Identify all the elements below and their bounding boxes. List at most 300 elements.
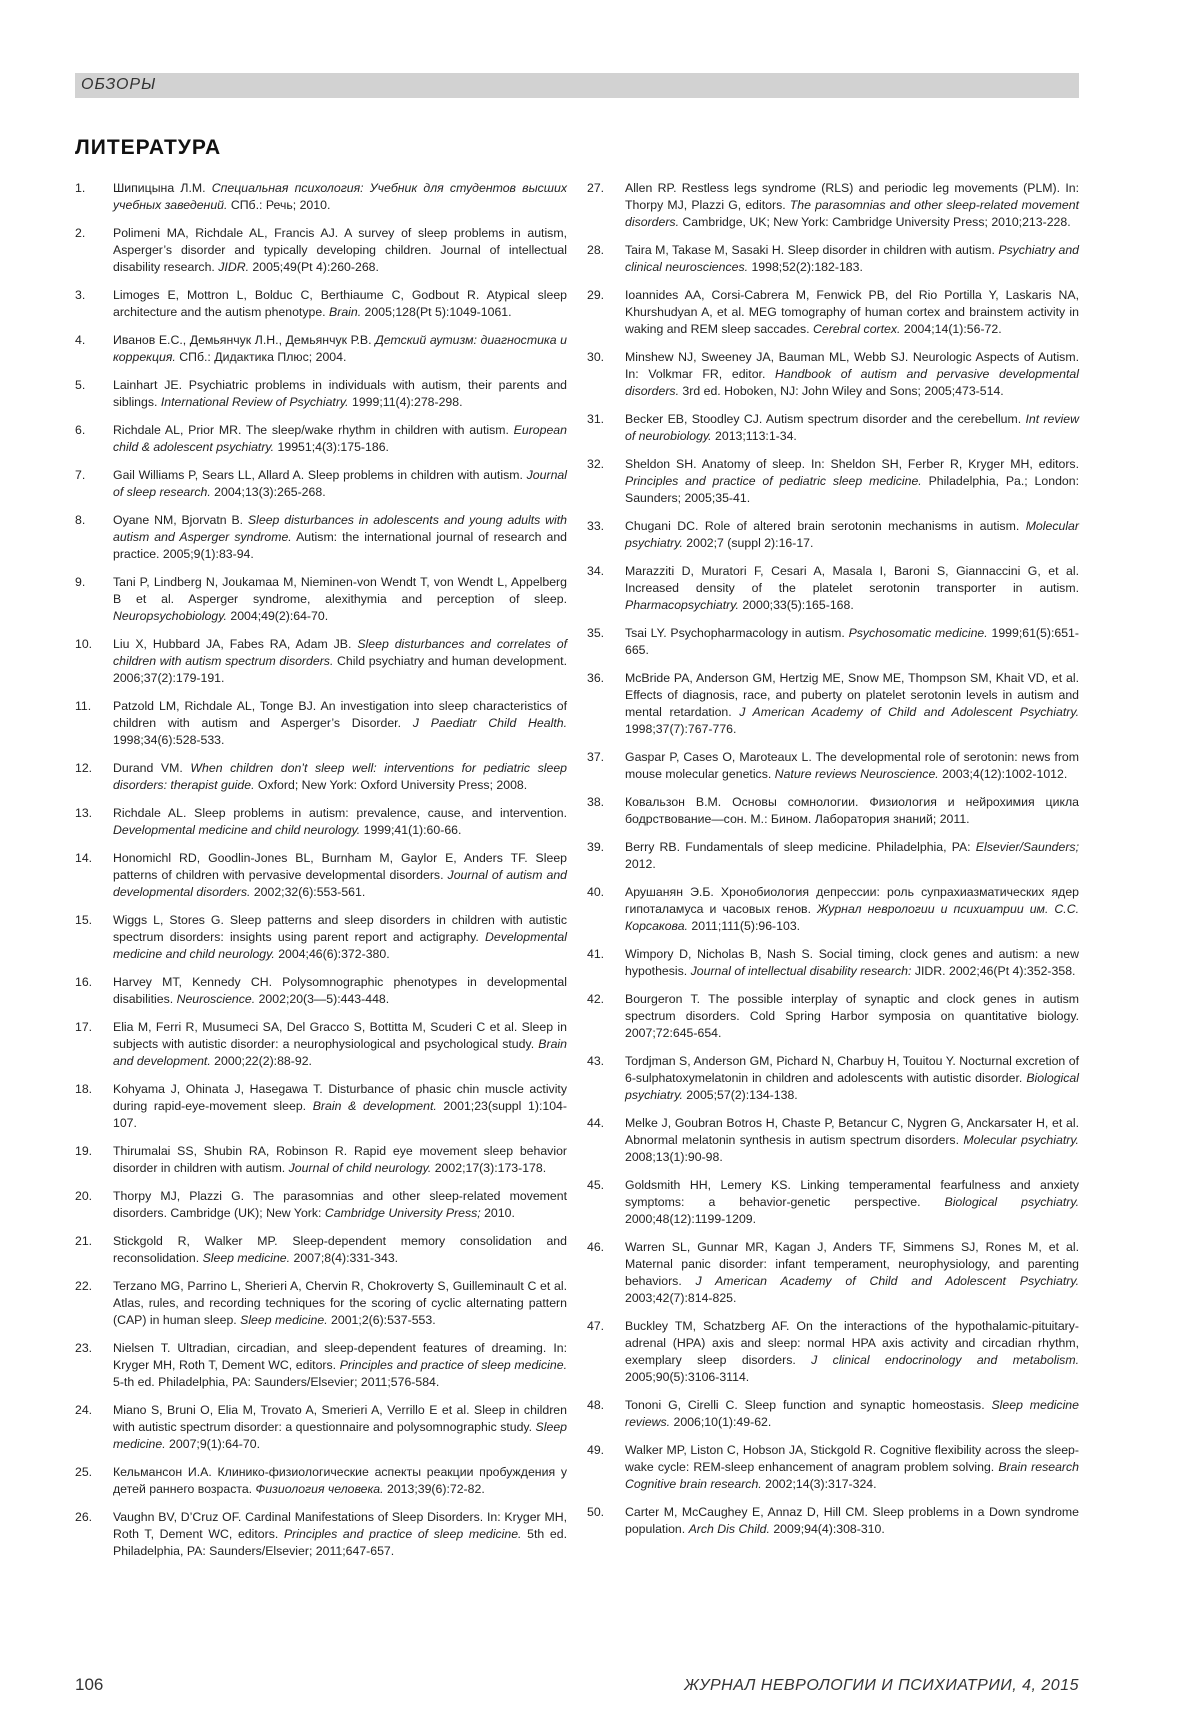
reference-number: 50. [587, 1505, 605, 1519]
reference-fragment: Autism: the international journal of research and practice. 2005;9(1):83-94. [113, 530, 567, 561]
journal-name: ЖУРНАЛ НЕВРОЛОГИИ И ПСИХИАТРИИ, 4, 2015 [684, 1677, 1079, 1694]
reference-number: 12. [75, 761, 93, 775]
reference-text [625, 411, 1079, 445]
reference-item [587, 794, 1079, 828]
reference-source: Brain research Cognitive brain research. [625, 1460, 1080, 1491]
reference-text [113, 1278, 567, 1329]
reference-source: European child & adolescent psychiatry. [113, 423, 567, 454]
reference-item [75, 912, 567, 963]
reference-number: 27. [587, 181, 605, 195]
reference-fragment: Tordjman S, Anderson GM, Pichard N, Charbuy H, Touitou Y. Nocturnal excretion of 6-sulphatoxymelatonin in children and adolescents with autistic disorder. [625, 1054, 1079, 1085]
reference-number: 19. [75, 1144, 93, 1158]
reference-source: Neuroscience. [176, 992, 256, 1006]
reference-text [625, 670, 1079, 738]
reference-item [75, 1143, 567, 1177]
page-number: 106 [75, 1675, 104, 1694]
reference-text [625, 242, 1079, 276]
reference-fragment: 2004;13(3):265-268. [210, 485, 326, 499]
reference-number: 49. [587, 1443, 605, 1457]
reference-text [113, 512, 567, 563]
reference-fragment: 2005;57(2):134-138. [682, 1088, 798, 1102]
reference-fragment: Child psychiatry and human development. 2006;37(2):179-191. [113, 654, 568, 685]
reference-number: 1. [75, 181, 86, 195]
reference-fragment: 2004;46(6):372-380. [274, 947, 390, 961]
reference-fragment: Stickgold R, Walker MP. Sleep-dependent memory consolidation and reconsolidation. [113, 1234, 567, 1265]
reference-fragment: 2003;4(12):1002-1012. [938, 767, 1068, 781]
reference-source: Cambridge University Press; [324, 1206, 481, 1220]
reference-number: 2. [75, 226, 86, 240]
reference-fragment: 2013;39(6):72-82. [383, 1482, 485, 1496]
reference-item [587, 563, 1079, 614]
reference-fragment: Ioannides AA, Corsi-Cabrera M, Fenwick PB, del Rio Portilla Y, Laskaris NA, Khurshudyan A, et al. MEG tomography of human cortex and brainstem activity in waking and REM sleep saccades. [625, 288, 1079, 336]
reference-fragment: 2000;33(5):165-168. [738, 598, 854, 612]
reference-source: Psychosomatic medicine. [848, 626, 988, 640]
reference-fragment: 2001;23(suppl 1):104-107. [113, 1099, 567, 1130]
reference-fragment: 2000;48(12):1199-1209. [625, 1212, 757, 1226]
reference-source: Principles and practice of sleep medicine. [283, 1527, 522, 1541]
reference-text [113, 1402, 567, 1453]
reference-source: Molecular psychiatry. [625, 519, 1079, 550]
reference-source: Principles and practice of pediatric sleep medicine. [625, 474, 922, 488]
reference-fragment: Oyane NM, Bjorvatn B. [113, 513, 248, 527]
reference-item [75, 467, 567, 501]
reference-fragment: 5th ed. Philadelphia, PA: Saunders/Elsevier; 2011;647-657. [113, 1527, 567, 1558]
reference-fragment: Thirumalai SS, Shubin RA, Robinson R. Rapid eye movement sleep behavior disorder in children with autism. [113, 1144, 567, 1175]
reference-item [75, 422, 567, 456]
reference-item [587, 991, 1079, 1042]
reference-item [75, 974, 567, 1008]
reference-item [587, 456, 1079, 507]
reference-source: Brain & development. [312, 1099, 437, 1113]
reference-fragment: Elia M, Ferri R, Musumeci SA, Del Gracco S, Bottitta M, Scuderi C et al. Sleep in subjects with autistic disorder: a neurophysiological and psychological study. [113, 1020, 567, 1051]
reference-source: Journal of sleep research. [113, 468, 567, 499]
reference-text [113, 574, 567, 625]
reference-fragment: Tsai LY. Psychopharmacology in autism. [625, 626, 849, 640]
reference-source: Journal of autism and developmental disorders. [113, 868, 568, 899]
reference-fragment: Wimpory D, Nicholas B, Nash S. Social timing, clock genes and autism: a new hypothesis. [625, 947, 1079, 978]
reference-fragment: JIDR. 2002;46(Pt 4):352-358. [911, 964, 1076, 978]
reference-source: Handbook of autism and pervasive developmental disorders. [625, 367, 1079, 398]
reference-number: 46. [587, 1240, 605, 1254]
reference-fragment: Philadelphia, Pa.; London: Saunders; 2005;35-41. [625, 474, 1079, 505]
reference-item [587, 1504, 1079, 1538]
reference-fragment: Tononi G, Cirelli C. Sleep function and synaptic homeostasis. [625, 1398, 992, 1412]
reference-item [587, 1239, 1079, 1307]
reference-fragment: Кельмансон И.А. Клинико-физиологические аспекты реакции пробуждения у детей раннего возраста. [113, 1465, 567, 1496]
reference-number: 45. [587, 1178, 605, 1192]
reference-text [113, 974, 567, 1008]
reference-text [625, 1239, 1079, 1307]
reference-fragment: Carter M, McCaughey E, Annaz D, Hill CM. Sleep problems in a Down syndrome population. [625, 1505, 1079, 1536]
reference-number: 39. [587, 840, 605, 854]
reference-fragment: 1999;61(5):651-665. [625, 626, 1079, 657]
reference-number: 8. [75, 513, 86, 527]
reference-fragment: Иванов Е.С., Демьянчук Л.Н., Демьянчук Р.В. [113, 333, 376, 347]
reference-item [587, 180, 1079, 231]
reference-source: Sleep medicine. [240, 1313, 328, 1327]
reference-text [625, 884, 1079, 935]
section-label: ОБЗОРЫ [81, 76, 157, 93]
reference-number: 18. [75, 1082, 93, 1096]
reference-number: 41. [587, 947, 605, 961]
reference-fragment: Allen RP. Restless legs syndrome (RLS) and periodic leg movements (PLM). In: Thorpy MJ, Plazzi G, editors. [625, 181, 1079, 212]
reference-fragment: 2010. [480, 1206, 515, 1220]
reference-source: J American Academy of Child and Adolescent Psychiatry. [739, 705, 1080, 719]
reference-text [113, 1081, 567, 1132]
reference-fragment: McBride PA, Anderson GM, Hertzig ME, Snow ME, Thompson SM, Khait VD, et al. Effects of diagnosis, race, and puberty on platelet serotonin levels in autism and mental retardation. [625, 671, 1079, 719]
reference-fragment: 1998;52(2):182-183. [748, 260, 863, 274]
reference-text [625, 456, 1079, 507]
reference-fragment: Ковальзон В.М. Основы сомнологии. Физиология и нейрохимия цикла бодрствование—сон. М.: Бином. Лаборатория знаний; 2011. [625, 795, 1079, 826]
reference-source: Sleep medicine reviews. [625, 1398, 1079, 1429]
reference-fragment: Gail Williams P, Sears LL, Allard A. Sleep problems in children with autism. [113, 468, 527, 482]
reference-fragment: 2002;14(3):317-324. [761, 1477, 877, 1491]
reference-fragment: Melke J, Goubran Botros H, Chaste P, Betancur C, Nygren G, Anckarsater H, et al. Abnormal melatonin synthesis in autism spectrum disorders. [625, 1116, 1079, 1147]
reference-item [75, 1278, 567, 1329]
section-header-band [75, 73, 1079, 98]
reference-source: JIDR. [218, 260, 250, 274]
reference-source: When children don’t sleep well: interventions for pediatric sleep disorders: therapist guide. [113, 761, 567, 792]
reference-source: Arch Dis Child. [688, 1522, 770, 1536]
reference-source: International Review of Psychiatry. [160, 395, 349, 409]
reference-fragment: СПб.: Речь; 2010. [227, 198, 331, 212]
reference-item [587, 411, 1079, 445]
reference-text [625, 625, 1079, 659]
reference-fragment: Patzold LM, Richdale AL, Tonge BJ. An investigation into sleep characteristics of children with autism and Asperger’s Disorder. [113, 699, 567, 730]
reference-source: The parasomnias and other sleep-related movement disorders. [625, 198, 1079, 229]
reference-number: 40. [587, 885, 605, 899]
reference-item [587, 749, 1079, 783]
reference-number: 32. [587, 457, 605, 471]
reference-fragment: Becker EB, Stoodley CJ. Autism spectrum disorder and the cerebellum. [625, 412, 1026, 426]
reference-source: Sleep disturbances in adolescents and young adults with autism and Asperger syndrome. [113, 513, 567, 544]
reference-number: 14. [75, 851, 93, 865]
reference-fragment: 2012. [625, 857, 656, 871]
reference-text [113, 760, 567, 794]
reference-source: J clinical endocrinology and metabolism. [811, 1353, 1079, 1367]
reference-source: Специальная психология: Учебник для студентов высших учебных заведений. [113, 181, 567, 212]
references-column-right [587, 180, 1079, 1549]
reference-number: 13. [75, 806, 93, 820]
reference-fragment: Thorpy MJ, Plazzi G. The parasomnias and other sleep-related movement disorders. Cambridge (UK); New York: [113, 1189, 567, 1220]
reference-source: Developmental medicine and child neurology. [113, 823, 361, 837]
reference-number: 43. [587, 1054, 605, 1068]
reference-fragment: 2005;90(5):3106-3114. [625, 1370, 750, 1384]
reference-fragment: Honomichl RD, Goodlin-Jones BL, Burnham M, Gaylor E, Anders TF. Sleep patterns of children with pervasive developmental disorders. [113, 851, 567, 882]
reference-number: 9. [75, 575, 86, 589]
reference-fragment: 2006;10(1):49-62. [670, 1415, 772, 1429]
reference-text [625, 1318, 1079, 1386]
reference-number: 30. [587, 350, 605, 364]
reference-fragment: 1998;34(6):528-533. [113, 733, 225, 747]
reference-fragment: Gaspar P, Cases O, Maroteaux L. The developmental role of serotonin: news from mouse molecular genetics. [625, 750, 1079, 781]
reference-fragment: Limoges E, Mottron L, Bolduc C, Berthiaume C, Godbout R. Atypical sleep architecture and the autism phenotype. [113, 288, 567, 319]
reference-fragment: Richdale AL. Sleep problems in autism: prevalence, cause, and intervention. [113, 806, 567, 820]
reference-item [75, 760, 567, 794]
reference-number: 28. [587, 243, 605, 257]
reference-item [75, 636, 567, 687]
reference-fragment: Liu X, Hubbard JA, Fabes RA, Adam JB. [113, 637, 358, 651]
reference-fragment: Kohyama J, Ohinata J, Hasegawa T. Disturbance of phasic chin muscle activity during rapid-eye-movement sleep. [113, 1082, 567, 1113]
reference-item [75, 377, 567, 411]
reference-fragment: 5-th ed. Philadelphia, PA: Saunders/Elsevier; 2011;576-584. [113, 1375, 440, 1389]
reference-fragment: 2001;2(6):537-553. [327, 1313, 436, 1327]
reference-fragment: Miano S, Bruni O, Elia M, Trovato A, Smerieri A, Verrillo E et al. Sleep in children with autistic spectrum disorder: a questionnaire and polysomnographic study. [113, 1403, 567, 1434]
reference-fragment: Tani P, Lindberg N, Joukamaa M, Nieminen-von Wendt T, von Wendt L, Appelberg B et al. Asperger syndrome, alexithymia and perception of sleep. [113, 575, 567, 606]
reference-number: 35. [587, 626, 605, 640]
reference-text [625, 1504, 1079, 1538]
reference-source: Brain. [329, 305, 362, 319]
reference-item [75, 512, 567, 563]
reference-item [587, 242, 1079, 276]
reference-item [75, 805, 567, 839]
reference-item [75, 1509, 567, 1560]
reference-number: 26. [75, 1510, 93, 1524]
reference-text [113, 1464, 567, 1498]
reference-text [625, 1397, 1079, 1431]
reference-text [625, 991, 1079, 1042]
reference-number: 48. [587, 1398, 605, 1412]
reference-item [75, 332, 567, 366]
reference-text [625, 180, 1079, 231]
reference-text [625, 749, 1079, 783]
reference-fragment: 2002;20(3—5):443-448. [255, 992, 390, 1006]
reference-item [587, 349, 1079, 400]
reference-source: Журнал неврологии и психиатрии им. С.С. Корсакова. [625, 902, 1079, 933]
reference-fragment: Oxford; New York: Oxford University Press; 2008. [254, 778, 528, 792]
reference-number: 5. [75, 378, 86, 392]
reference-text [625, 1115, 1079, 1166]
reference-fragment: Vaughn BV, D’Cruz OF. Cardinal Manifestations of Sleep Disorders. In: Kryger MH, Roth T, Dement WC, editors. [113, 1510, 567, 1541]
reference-item [587, 1318, 1079, 1386]
reference-text [625, 794, 1079, 828]
reference-item [587, 1053, 1079, 1104]
reference-item [75, 1340, 567, 1391]
reference-item [587, 518, 1079, 552]
reference-text [113, 422, 567, 456]
reference-item [75, 1188, 567, 1222]
reference-source: Biological psychiatry. [944, 1195, 1079, 1209]
reference-item [587, 884, 1079, 935]
reference-item [75, 287, 567, 321]
reference-text [113, 332, 567, 366]
reference-number: 24. [75, 1403, 93, 1417]
reference-text [625, 563, 1079, 614]
reference-source: Pharmacopsychiatry. [625, 598, 739, 612]
reference-fragment: 2005;49(Pt 4):260-268. [249, 260, 379, 274]
reference-number: 20. [75, 1189, 93, 1203]
reference-fragment: Lainhart JE. Psychiatric problems in individuals with autism, their parents and siblings. [113, 378, 567, 409]
reference-fragment: 2002;32(6):553-561. [250, 885, 366, 899]
reference-item [75, 180, 567, 214]
reference-text [625, 1053, 1079, 1104]
reference-text [113, 225, 567, 276]
reference-source: Neuropsychobiology. [113, 609, 227, 623]
reference-number: 11. [75, 699, 92, 713]
reference-number: 21. [75, 1234, 93, 1248]
reference-number: 17. [75, 1020, 93, 1034]
reference-fragment: СПб.: Дидактика Плюс; 2004. [175, 350, 347, 364]
reference-number: 23. [75, 1341, 93, 1355]
references-title: ЛИТЕРАТУРА [75, 136, 222, 159]
reference-fragment: Terzano MG, Parrino L, Sherieri A, Chervin R, Chokroverty S, Guilleminault C et al. Atlas, rules, and recording techniques for the scoring of cyclic alternating pattern (CAP) in human sleep. [113, 1279, 567, 1327]
reference-fragment: 2013;113:1-34. [711, 429, 797, 443]
reference-number: 29. [587, 288, 605, 302]
reference-number: 34. [587, 564, 605, 578]
reference-item [75, 1402, 567, 1453]
reference-text [625, 946, 1079, 980]
reference-fragment: Nielsen T. Ultradian, circadian, and sleep-dependent features of dreaming. In: Kryger MH, Roth T, Dement WC, editors. [113, 1341, 567, 1372]
reference-fragment: Walker MP, Liston C, Hobson JA, Stickgold R. Cognitive flexibility across the sleep-wake cycle: REM-sleep enhancement of anagram problem solving. [625, 1443, 1079, 1474]
reference-text [113, 287, 567, 321]
reference-fragment: Wiggs L, Stores G. Sleep patterns and sleep disorders in children with autistic spectrum disorders: insights using parent report and actigraphy. [113, 913, 567, 944]
reference-fragment: Warren SL, Gunnar MR, Kagan J, Anders TF, Simmens SJ, Rones M, et al. Maternal panic disorder: infant temperament, neurophysiology, and parenting behaviors. [625, 1240, 1079, 1288]
reference-item [587, 287, 1079, 338]
reference-item [75, 1019, 567, 1070]
reference-fragment: Marazziti D, Muratori F, Cesari A, Masala I, Baroni S, Giannaccini G, et al. Increased density of the platelet serotonin transporter in autism. [625, 564, 1079, 595]
reference-text [625, 1177, 1079, 1228]
reference-text [113, 377, 567, 411]
reference-number: 42. [587, 992, 605, 1006]
reference-text [113, 850, 567, 901]
reference-source: Journal of child neurology. [288, 1161, 432, 1175]
reference-text [625, 839, 1079, 873]
reference-fragment: 2004;14(1):56-72. [900, 322, 1002, 336]
reference-source: Journal of intellectual disability research: [690, 964, 912, 978]
reference-fragment: Richdale AL, Prior MR. The sleep/wake rhythm in children with autism. [113, 423, 514, 437]
reference-source: Детский аутизм: диагностика и коррекция. [113, 333, 567, 364]
reference-fragment: 2009;94(4):308-310. [769, 1522, 885, 1536]
reference-number: 3. [75, 288, 86, 302]
reference-item [587, 1397, 1079, 1431]
reference-source: Физиология человека. [255, 1482, 384, 1496]
reference-text [625, 287, 1079, 338]
reference-source: Principles and practice of sleep medicine. [339, 1358, 567, 1372]
reference-fragment: Cambridge, UK; New York: Cambridge University Press; 2010;213-228. [679, 215, 1071, 229]
reference-source: Sleep medicine. [113, 1420, 567, 1451]
reference-source: Developmental medicine and child neurology. [113, 930, 567, 961]
reference-fragment: 2003;42(7):814-825. [625, 1291, 737, 1305]
reference-text [113, 1340, 567, 1391]
reference-number: 33. [587, 519, 605, 533]
reference-number: 25. [75, 1465, 93, 1479]
reference-text [113, 1188, 567, 1222]
reference-fragment: 1998;37(7):767-776. [625, 722, 737, 736]
reference-fragment: 19951;4(3):175-186. [274, 440, 389, 454]
reference-item [587, 946, 1079, 980]
reference-fragment: Шипицына Л.М. [113, 181, 212, 195]
reference-text [113, 698, 567, 749]
reference-fragment: 2004;49(2):64-70. [226, 609, 329, 623]
reference-fragment: Buckley TM, Schatzberg AF. On the interactions of the hypothalamic-pituitary-adrenal (HPA) axis and sleep: normal HPA axis activity and circadian rhythm, exemplary sleep disorders. [625, 1319, 1079, 1367]
reference-number: 16. [75, 975, 93, 989]
reference-fragment: Chugani DC. Role of altered brain serotonin mechanisms in autism. [625, 519, 1026, 533]
reference-fragment: Harvey MT, Kennedy CH. Polysomnographic phenotypes in developmental disabilities. [113, 975, 567, 1006]
reference-number: 15. [75, 913, 93, 927]
reference-text [113, 1509, 567, 1560]
reference-text [625, 518, 1079, 552]
reference-source: Molecular psychiatry. [963, 1133, 1079, 1147]
reference-fragment: 2007;9(1):64-70. [165, 1437, 260, 1451]
reference-number: 47. [587, 1319, 605, 1333]
reference-source: Psychiatry and clinical neurosciences. [625, 243, 1079, 274]
reference-item [587, 839, 1079, 873]
reference-item [587, 670, 1079, 738]
reference-text [113, 636, 567, 687]
reference-item [75, 225, 567, 276]
reference-fragment: 1999;11(4):278-298. [348, 395, 463, 409]
reference-number: 22. [75, 1279, 93, 1293]
reference-fragment: Bourgeron T. The possible interplay of synaptic and clock genes in autism spectrum disorders. Cold Spring Harbor symposia on quantitative biology. 2007;72:645-654. [625, 992, 1079, 1040]
reference-fragment: Berry RB. Fundamentals of sleep medicine. Philadelphia, PA: [625, 840, 976, 854]
reference-number: 37. [587, 750, 605, 764]
reference-fragment: 3rd ed. Hoboken, NJ: John Wiley and Sons; 2005;473-514. [679, 384, 1004, 398]
reference-text [113, 1233, 567, 1267]
reference-item [587, 625, 1079, 659]
reference-number: 44. [587, 1116, 605, 1130]
reference-item [587, 1177, 1079, 1228]
reference-fragment: 2002;17(3):173-178. [431, 1161, 547, 1175]
reference-fragment: 2011;111(5):96-103. [687, 919, 801, 933]
reference-fragment: 2008;13(1):90-98. [625, 1150, 723, 1164]
reference-number: 10. [75, 637, 93, 651]
reference-number: 4. [75, 333, 86, 347]
references-column-left [75, 180, 567, 1571]
reference-number: 36. [587, 671, 605, 685]
reference-source: Cerebral cortex. [812, 322, 901, 336]
reference-source: Sleep disturbances and correlates of children with autism spectrum disorders. [113, 637, 567, 668]
reference-fragment: Polimeni MA, Richdale AL, Francis AJ. A survey of sleep problems in autism, Asperger’s disorder and typically developing children. Journal of intellectual disability research. [113, 226, 567, 274]
reference-item [587, 1442, 1079, 1493]
reference-item [75, 1233, 567, 1267]
reference-source: J American Academy of Child and Adolescent Psychiatry. [695, 1274, 1080, 1288]
reference-fragment: Sheldon SH. Anatomy of sleep. In: Sheldon SH, Ferber R, Kryger MH, editors. [625, 457, 1079, 471]
reference-source: Elsevier/Saunders; [975, 840, 1079, 854]
reference-number: 31. [587, 412, 605, 426]
reference-source: J Paediatr Child Health. [412, 716, 568, 730]
reference-fragment: Goldsmith HH, Lemery KS. Linking temperamental fearfulness and anxiety symptoms: a behavior-genetic perspective. [625, 1178, 1079, 1209]
reference-source: Sleep medicine. [202, 1251, 291, 1265]
reference-text [113, 467, 567, 501]
reference-item [587, 1115, 1079, 1166]
reference-item [75, 698, 567, 749]
reference-fragment: 1999;41(1):60-66. [360, 823, 462, 837]
reference-fragment: Taira M, Takase M, Sasaki H. Sleep disorder in children with autism. [625, 243, 999, 257]
reference-source: Brain and development. [113, 1037, 567, 1068]
reference-text [113, 180, 567, 214]
reference-item [75, 850, 567, 901]
reference-fragment: Minshew NJ, Sweeney JA, Bauman ML, Webb SJ. Neurologic Aspects of Autism. In: Volkmar FR, editor. [625, 350, 1079, 381]
reference-fragment: Арушанян Э.Б. Хронобиология депрессии: роль супрахиазматических ядер гипоталамуса и часовых генов. [625, 885, 1079, 916]
reference-fragment: Durand VM. [113, 761, 191, 775]
reference-text [113, 805, 567, 839]
reference-text [625, 349, 1079, 400]
reference-text [625, 1442, 1079, 1493]
reference-text [113, 1019, 567, 1070]
reference-fragment: 2002;7 (suppl 2):16-17. [682, 536, 814, 550]
reference-text [113, 1143, 567, 1177]
reference-source: Nature reviews Neuroscience. [774, 767, 939, 781]
reference-item [75, 1081, 567, 1132]
reference-number: 38. [587, 795, 605, 809]
reference-fragment: 2000;22(2):88-92. [210, 1054, 312, 1068]
reference-fragment: 2005;128(Pt 5):1049-1061. [361, 305, 512, 319]
reference-source: Biological psychiatry. [625, 1071, 1079, 1102]
reference-number: 6. [75, 423, 86, 437]
reference-source: Int review of neurobiology. [625, 412, 1079, 443]
reference-fragment: 2007;8(4):331-343. [290, 1251, 399, 1265]
reference-item [75, 1464, 567, 1498]
